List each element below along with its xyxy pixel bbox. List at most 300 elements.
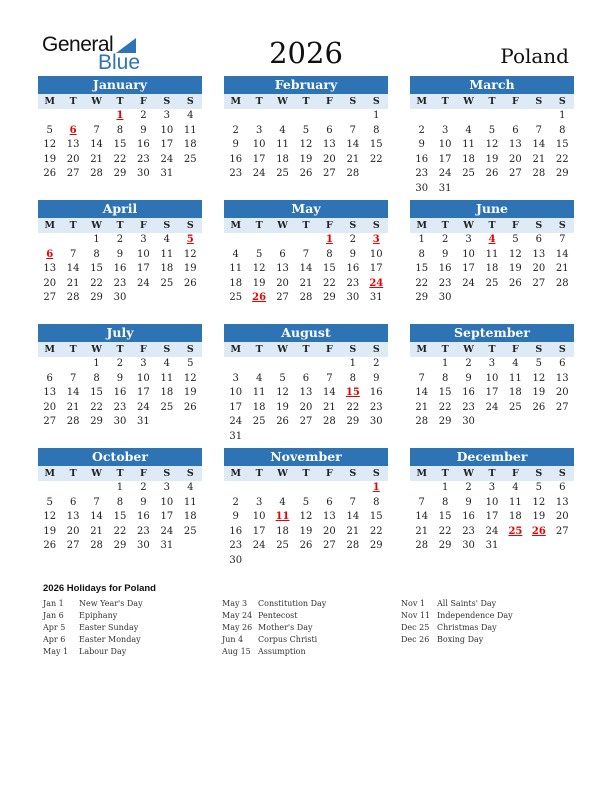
day: 8 [116, 124, 124, 136]
day: 28 [346, 540, 360, 552]
day: 9 [441, 248, 449, 260]
day: 17 [252, 525, 266, 537]
day: 16 [137, 139, 150, 151]
weekday-label: T [116, 220, 124, 231]
holiday-row [222, 610, 326, 622]
day: 25 [252, 416, 266, 428]
month-september [410, 324, 574, 430]
day: 7 [418, 372, 425, 384]
logo-blue: Blue [98, 51, 141, 74]
day: 26 [43, 540, 57, 552]
day: 27 [66, 168, 80, 180]
day: 12 [183, 372, 197, 384]
weekday-label: S [558, 344, 566, 355]
day: 17 [485, 387, 499, 399]
day: 13 [323, 511, 336, 523]
weekday-label: T [69, 468, 77, 479]
day: 6 [326, 124, 333, 136]
empty-cell [294, 357, 317, 372]
day: 25 [276, 168, 289, 180]
day: 10 [485, 496, 499, 508]
weekday-label: T [488, 468, 496, 479]
day: 25 [183, 525, 197, 537]
weekday-row [410, 466, 574, 481]
day: 20 [555, 387, 569, 399]
day: 28 [90, 168, 103, 180]
weekday-label: S [372, 468, 380, 479]
day: 20 [66, 153, 80, 165]
empty-cell [38, 357, 61, 372]
weekday-label: S [349, 468, 357, 479]
weekday-row [410, 94, 574, 109]
day: 8 [349, 372, 357, 384]
day: 26 [509, 277, 522, 289]
day: 5 [535, 358, 543, 369]
day: 30 [229, 554, 243, 566]
empty-cell [318, 357, 341, 372]
day: 10 [137, 372, 150, 384]
day: 28 [415, 540, 429, 552]
day: 19 [299, 153, 313, 165]
month-header: February [224, 76, 388, 94]
weekday-label: M [44, 468, 55, 479]
day: 21 [415, 525, 429, 537]
day: 13 [299, 387, 313, 399]
weekday-label: T [488, 344, 496, 355]
weekday-row [224, 342, 388, 357]
day: 9 [116, 372, 124, 384]
days-grid [38, 357, 202, 430]
day: 24 [438, 168, 452, 180]
day: 29 [438, 416, 452, 428]
holiday-name: Easter Sunday [79, 623, 139, 632]
weekday-label: M [416, 468, 427, 479]
holiday-day: 6 [46, 248, 54, 260]
weekday-label: T [255, 220, 263, 231]
empty-cell [294, 109, 317, 124]
weekday-label: S [558, 468, 566, 479]
weekday-label: W [277, 220, 288, 231]
day: 10 [252, 139, 266, 151]
day: 5 [302, 124, 310, 136]
day: 9 [373, 372, 380, 384]
weekday-label: M [230, 96, 241, 107]
weekday-label: F [326, 468, 333, 479]
weekday-label: S [349, 344, 357, 355]
day: 17 [438, 153, 452, 165]
day: 3 [140, 234, 147, 245]
day: 13 [532, 248, 546, 260]
day: 23 [462, 401, 475, 413]
day: 27 [555, 525, 569, 537]
day: 15 [555, 139, 569, 151]
day: 10 [160, 496, 174, 508]
weekday-row [38, 342, 202, 357]
day: 3 [163, 482, 171, 493]
empty-cell [61, 481, 84, 496]
day: 8 [326, 248, 333, 260]
days-grid [38, 109, 202, 182]
day: 5 [279, 372, 286, 384]
day: 25 [160, 277, 174, 289]
day: 25 [276, 540, 289, 552]
day: 7 [535, 124, 543, 136]
day: 12 [299, 139, 313, 151]
empty-cell [318, 481, 341, 496]
day: 10 [137, 248, 150, 260]
day: 5 [512, 234, 519, 245]
day: 26 [276, 416, 289, 428]
day: 9 [349, 248, 357, 260]
holiday-date: Apr 6 [43, 635, 66, 644]
day: 23 [229, 540, 243, 552]
holiday-date: May 24 [222, 611, 253, 620]
day: 16 [438, 263, 452, 275]
empty-cell [61, 357, 84, 372]
day: 31 [369, 292, 383, 304]
day: 17 [160, 139, 174, 151]
day: 8 [373, 124, 380, 136]
day: 21 [346, 153, 360, 165]
weekday-label: W [463, 220, 474, 231]
day: 30 [346, 292, 360, 304]
empty-cell [410, 357, 433, 372]
holiday-column [222, 598, 326, 658]
day: 14 [90, 511, 103, 523]
holiday-day: 25 [508, 525, 523, 537]
day: 24 [252, 168, 266, 180]
empty-cell [271, 233, 294, 248]
weekday-label: S [372, 220, 380, 231]
month-header: May [224, 200, 388, 218]
day: 16 [113, 387, 127, 399]
day: 22 [415, 277, 429, 289]
holiday-date: Aug 15 [222, 647, 251, 656]
weekday-label: S [372, 344, 380, 355]
day: 28 [323, 416, 336, 428]
weekday-label: W [91, 220, 102, 231]
day: 24 [160, 153, 174, 165]
day: 1 [559, 110, 566, 121]
day: 7 [69, 372, 77, 384]
empty-cell [85, 481, 108, 496]
holiday-name: Christmas Day [437, 623, 497, 632]
day: 18 [276, 525, 289, 537]
day: 14 [346, 511, 360, 523]
day: 23 [229, 168, 243, 180]
country-title: Poland [500, 44, 569, 68]
weekday-label: T [488, 220, 496, 231]
day: 12 [532, 496, 546, 508]
day: 10 [160, 124, 174, 136]
day: 9 [418, 139, 425, 151]
empty-cell [38, 109, 61, 124]
holiday-row [222, 598, 326, 610]
weekday-label: M [44, 96, 55, 107]
month-june [410, 200, 574, 306]
day: 28 [415, 416, 429, 428]
day: 2 [373, 358, 380, 369]
day: 30 [137, 540, 150, 552]
day: 20 [323, 153, 336, 165]
day: 15 [438, 511, 452, 523]
weekday-label: W [463, 468, 474, 479]
day: 10 [252, 511, 266, 523]
day: 13 [43, 387, 57, 399]
day: 14 [346, 139, 360, 151]
day: 6 [69, 496, 77, 508]
days-grid [38, 233, 202, 306]
day: 9 [232, 139, 239, 151]
day: 19 [532, 511, 546, 523]
day: 25 [485, 277, 499, 289]
holiday-day: 26 [531, 525, 546, 537]
day: 15 [323, 263, 336, 275]
day: 13 [66, 139, 80, 151]
month-header: January [38, 76, 202, 94]
day: 4 [163, 358, 171, 369]
holiday-row [43, 598, 143, 610]
day: 15 [90, 387, 103, 399]
day: 2 [232, 124, 239, 136]
day: 20 [66, 525, 80, 537]
empty-cell [504, 109, 527, 124]
day: 28 [555, 277, 569, 289]
day: 31 [160, 540, 174, 552]
holiday-row [222, 646, 326, 658]
day: 28 [66, 416, 80, 428]
day: 8 [93, 372, 100, 384]
empty-cell [318, 109, 341, 124]
weekday-label: S [186, 468, 194, 479]
day: 17 [137, 263, 150, 275]
day: 13 [509, 139, 522, 151]
holiday-day: 5 [186, 234, 194, 245]
day: 18 [276, 153, 289, 165]
day: 10 [438, 139, 452, 151]
weekday-label: F [512, 344, 519, 355]
day: 5 [302, 496, 310, 508]
day: 29 [438, 540, 452, 552]
day: 16 [462, 387, 475, 399]
holiday-date: Nov 11 [401, 611, 431, 620]
month-header: March [410, 76, 574, 94]
day: 24 [252, 540, 266, 552]
day: 5 [187, 358, 194, 369]
holiday-row [401, 622, 513, 634]
day: 19 [43, 525, 57, 537]
day: 4 [187, 482, 194, 493]
day: 1 [441, 358, 449, 369]
weekday-label: T [255, 468, 263, 479]
day: 11 [183, 496, 197, 508]
day: 28 [532, 168, 546, 180]
empty-cell [85, 109, 108, 124]
day: 17 [485, 511, 499, 523]
logo-general: General [42, 33, 114, 56]
day: 2 [465, 482, 472, 493]
day: 2 [232, 496, 239, 508]
day: 25 [462, 168, 475, 180]
weekday-label: T [441, 468, 449, 479]
day: 6 [326, 496, 333, 508]
weekday-label: T [69, 344, 77, 355]
day: 8 [441, 372, 449, 384]
month-august [224, 324, 388, 445]
day: 20 [299, 401, 313, 413]
day: 16 [137, 511, 150, 523]
day: 3 [140, 358, 147, 369]
day: 6 [512, 124, 519, 136]
day: 17 [160, 511, 174, 523]
empty-cell [247, 109, 270, 124]
day: 28 [66, 292, 80, 304]
day: 15 [438, 387, 452, 399]
holiday-date: Jan 1 [43, 599, 64, 608]
day: 12 [252, 263, 266, 275]
month-october [38, 448, 202, 554]
day: 8 [116, 496, 124, 508]
weekday-label: T [441, 96, 449, 107]
day: 4 [279, 496, 286, 508]
day: 14 [415, 387, 429, 399]
weekday-label: T [302, 344, 310, 355]
weekday-label: W [91, 468, 102, 479]
day: 26 [532, 401, 546, 413]
weekday-label: T [255, 344, 263, 355]
holidays-title: 2026 Holidays for Poland [43, 583, 156, 594]
days-grid [410, 233, 574, 306]
day: 9 [232, 511, 239, 523]
day: 14 [532, 139, 546, 151]
day: 23 [113, 401, 127, 413]
day: 27 [299, 416, 313, 428]
day: 4 [187, 110, 194, 121]
weekday-row [410, 342, 574, 357]
day: 30 [415, 182, 429, 194]
day: 3 [163, 110, 171, 121]
day: 7 [302, 248, 310, 260]
holiday-day: 15 [345, 387, 360, 399]
days-grid [224, 109, 388, 182]
weekday-label: F [326, 96, 333, 107]
day: 19 [299, 525, 313, 537]
weekday-label: T [69, 220, 77, 231]
holiday-name: Mother's Day [258, 623, 313, 632]
day: 6 [535, 234, 543, 245]
day: 22 [323, 277, 336, 289]
weekday-label: T [302, 96, 310, 107]
holiday-date: May 26 [222, 623, 253, 632]
day: 1 [373, 110, 380, 121]
day: 25 [509, 401, 522, 413]
day: 26 [485, 168, 499, 180]
holiday-day: 4 [488, 234, 496, 245]
holiday-name: All Saints' Day [437, 599, 497, 608]
day: 11 [160, 372, 174, 384]
month-header: October [38, 448, 202, 466]
days-grid [38, 481, 202, 554]
day: 29 [323, 292, 336, 304]
day: 15 [369, 139, 383, 151]
day: 27 [555, 401, 569, 413]
day: 26 [183, 401, 197, 413]
empty-cell [527, 109, 550, 124]
day: 4 [465, 124, 472, 136]
day: 12 [276, 387, 289, 399]
day: 7 [559, 234, 566, 245]
day: 7 [326, 372, 333, 384]
day: 22 [369, 525, 383, 537]
day: 3 [232, 372, 239, 384]
weekday-label: M [44, 344, 55, 355]
month-january [38, 76, 202, 182]
holiday-day: 11 [275, 511, 290, 523]
month-header: June [410, 200, 574, 218]
day: 8 [559, 124, 566, 136]
holiday-column [401, 598, 513, 646]
empty-cell [224, 109, 247, 124]
day: 11 [183, 124, 197, 136]
weekday-label: S [163, 468, 171, 479]
empty-cell [224, 481, 247, 496]
empty-cell [224, 357, 247, 372]
day: 18 [183, 139, 197, 151]
day: 6 [302, 372, 310, 384]
day: 11 [252, 387, 266, 399]
day: 30 [462, 416, 475, 428]
day: 2 [349, 234, 357, 245]
day: 19 [485, 153, 499, 165]
day: 12 [43, 511, 57, 523]
day: 21 [90, 153, 103, 165]
month-header: November [224, 448, 388, 466]
day: 21 [555, 263, 569, 275]
day: 30 [113, 292, 127, 304]
holiday-day: 24 [369, 277, 384, 289]
holiday-date: Nov 1 [401, 599, 425, 608]
day: 2 [116, 234, 124, 245]
holiday-day: 1 [325, 234, 333, 245]
weekday-label: W [91, 96, 102, 107]
day: 22 [90, 277, 103, 289]
weekday-row [38, 466, 202, 481]
day: 11 [509, 372, 522, 384]
empty-cell [410, 109, 433, 124]
day: 18 [509, 387, 522, 399]
weekday-label: S [186, 96, 194, 107]
weekday-label: S [186, 220, 194, 231]
holiday-date: Dec 25 [401, 623, 430, 632]
empty-cell [410, 481, 433, 496]
day: 19 [252, 277, 266, 289]
day: 9 [116, 248, 124, 260]
day: 7 [349, 124, 357, 136]
year-title: 2026 [269, 36, 343, 70]
weekday-label: S [535, 220, 543, 231]
day: 21 [299, 277, 313, 289]
holiday-date: Dec 26 [401, 635, 430, 644]
weekday-label: S [558, 220, 566, 231]
day: 9 [140, 124, 147, 136]
day: 25 [183, 153, 197, 165]
weekday-label: S [558, 96, 566, 107]
day: 8 [93, 248, 100, 260]
day: 5 [535, 482, 543, 493]
weekday-label: F [326, 344, 333, 355]
month-november [224, 448, 388, 569]
day: 13 [555, 496, 569, 508]
